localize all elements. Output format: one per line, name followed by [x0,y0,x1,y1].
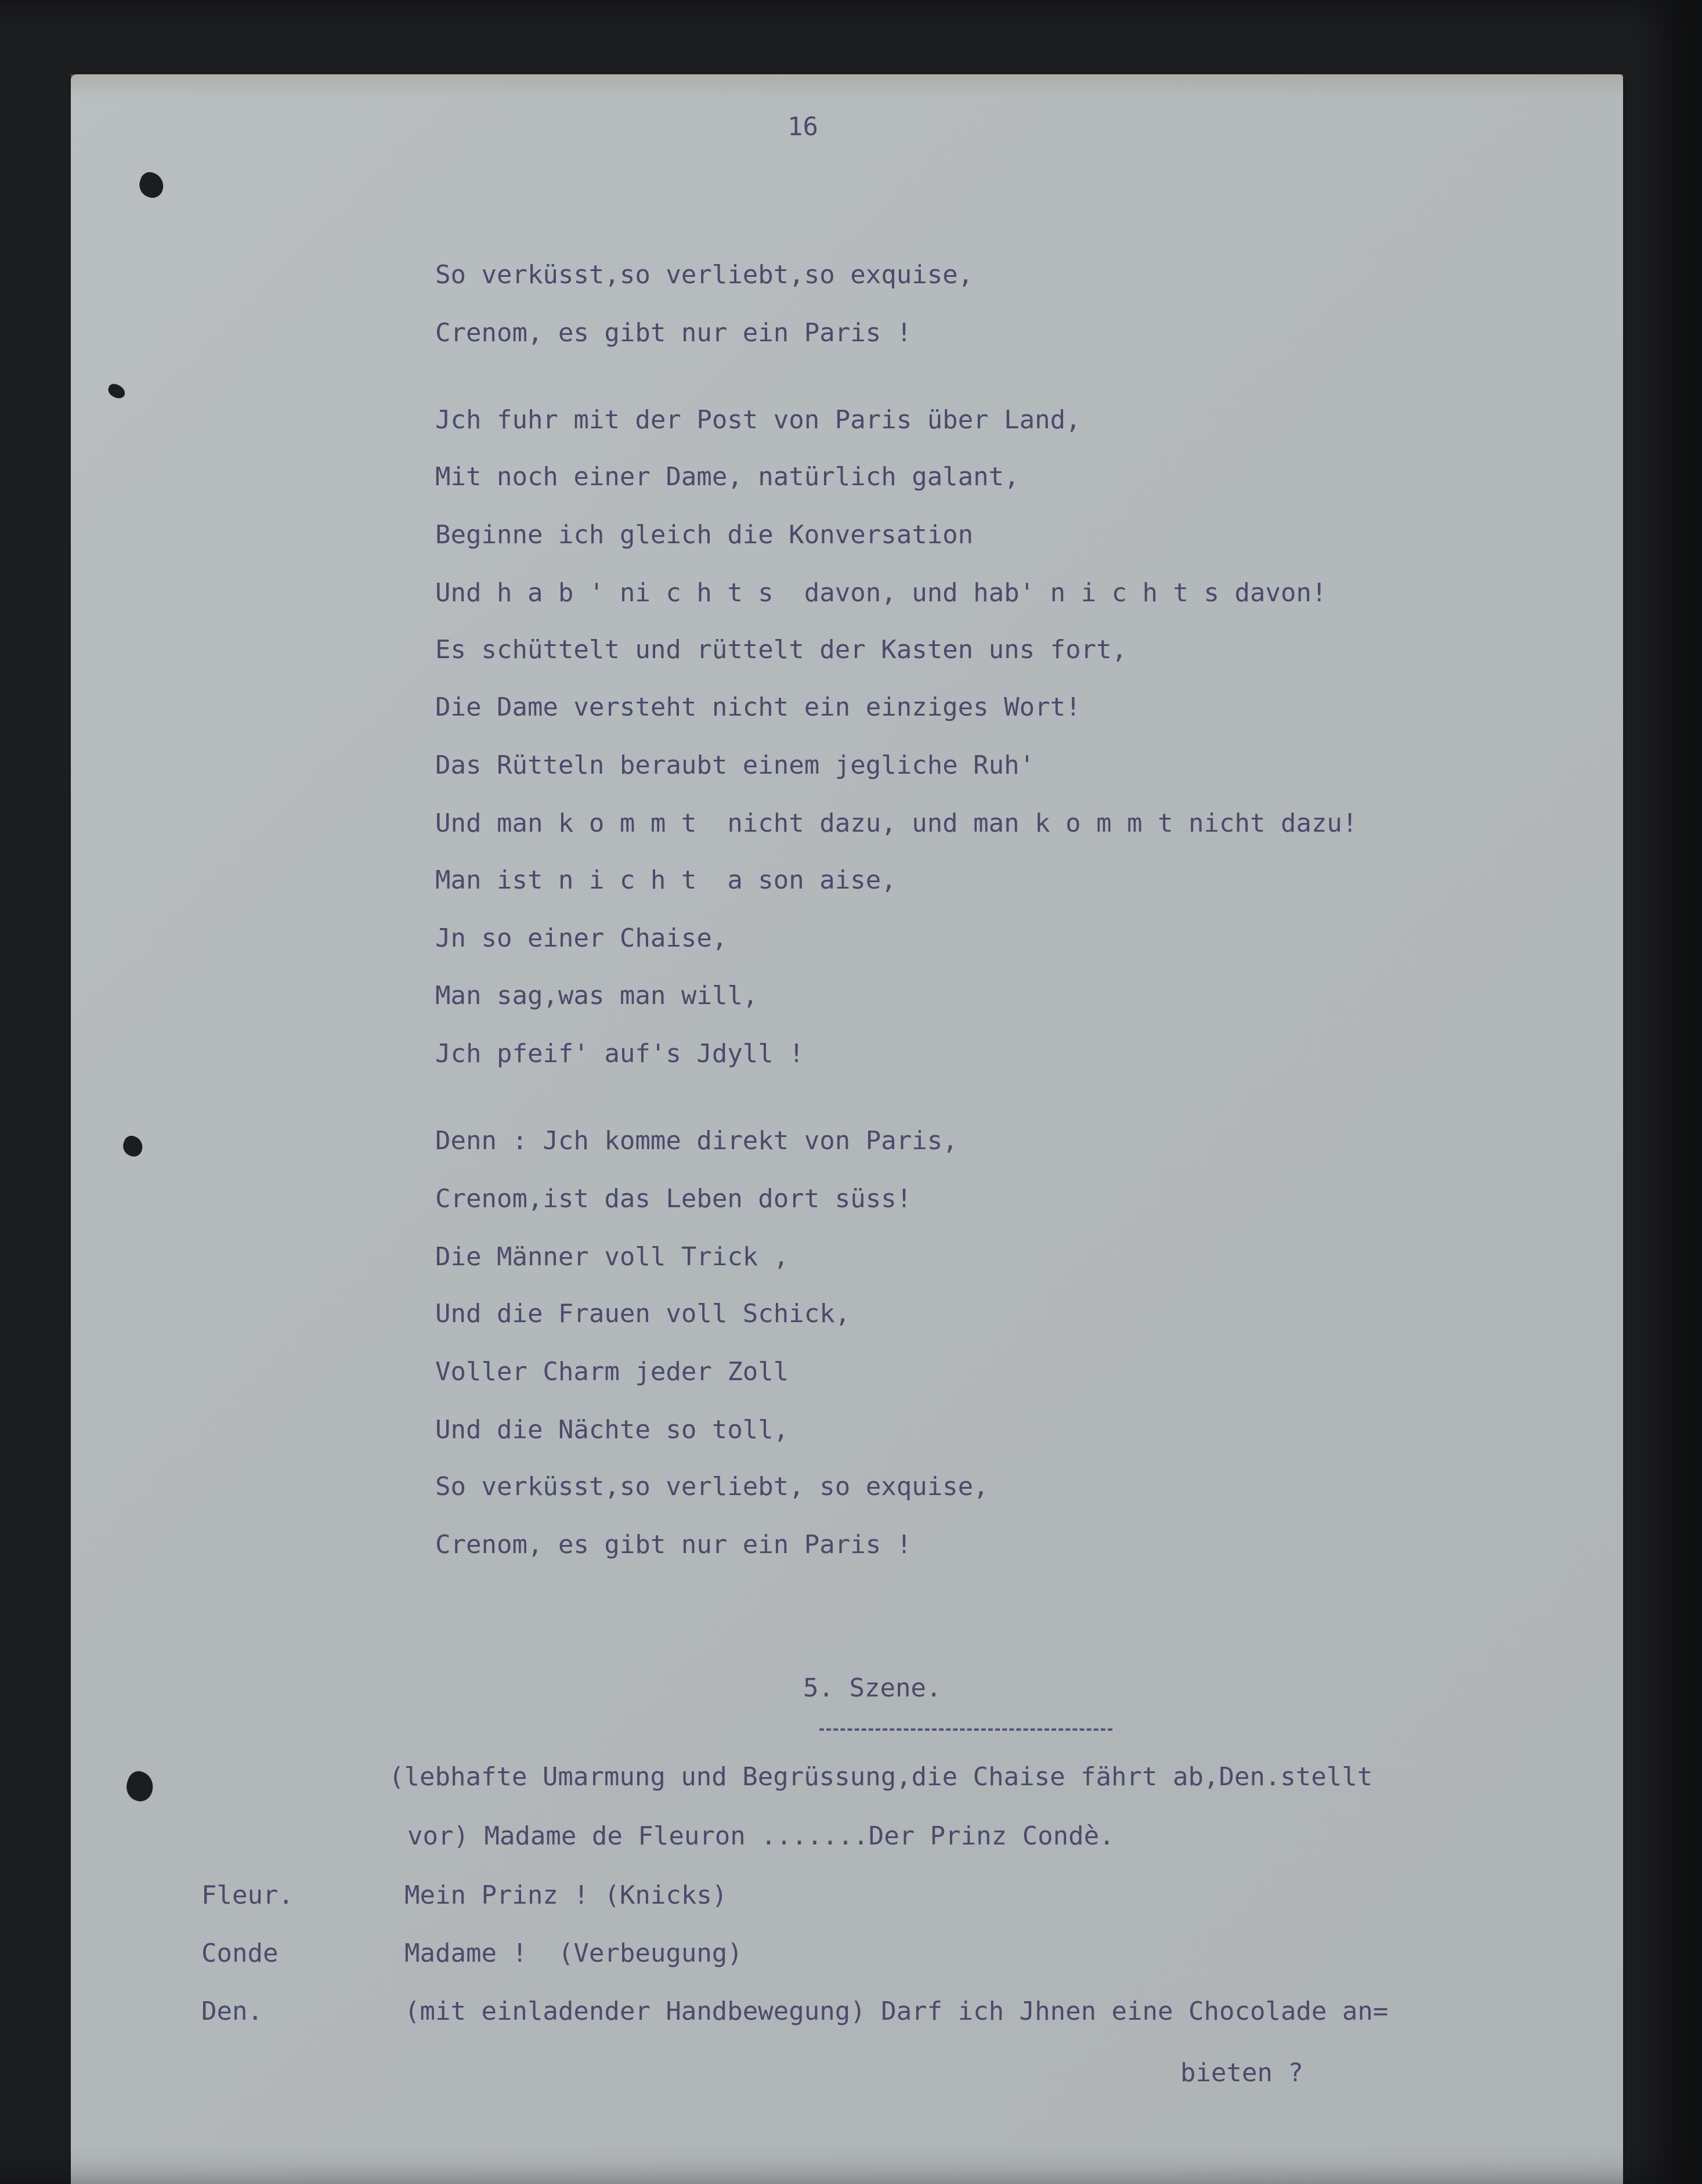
verse-line: Crenom, es gibt nur ein Paris ! [435,1530,912,1560]
verse-line: Denn : Jch komme direkt von Paris, [435,1126,958,1156]
dialogue-continuation: bieten ? [1180,2058,1303,2088]
verse-line: Mit noch einer Dame, natürlich galant, [435,462,1020,492]
verse-line: Man sag,was man will, [435,981,758,1010]
verse-line: So verküsst,so verliebt,so exquise, [435,260,974,290]
verse-line: So verküsst,so verliebt, so exquise, [435,1472,989,1501]
verse-line: Es schüttelt und rüttelt der Kasten uns fort, [435,635,1128,665]
stage-direction-line: (lebhafte Umarmung und Begrüssung,die Chaise fährt ab,Den.stellt [389,1762,1373,1792]
verse-line: Voller Charm jeder Zoll [435,1357,789,1387]
verse-line: Und die Frauen voll Schick, [435,1299,851,1329]
verse-line: Beginne ich gleich die Konversation [435,520,974,550]
scene-heading-underline [819,1728,1112,1731]
page-number: 16 [787,112,818,142]
dialogue-line: (mit einladender Handbewegung) Darf ich Jhnen eine Chocolade an= [404,1997,1389,2026]
dialogue-line: Madame ! (Verbeugung) [404,1938,743,1968]
punch-hole [120,1133,146,1159]
dialogue-line: Mein Prinz ! (Knicks) [404,1880,728,1910]
speaker-name: Conde [201,1938,279,1968]
verse-line: Und man k o m m t nicht dazu, und man k o m m t nicht dazu! [435,808,1358,838]
speaker-name: Fleur. [201,1880,294,1910]
verse-line: Die Männer voll Trick , [435,1242,789,1272]
verse-line: Jch fuhr mit der Post von Paris über Land, [435,405,1081,435]
typewritten-sheet [71,74,1623,2184]
speaker-name: Den. [201,1997,263,2026]
verse-line: Man ist n i c h t a son aise, [435,865,897,895]
verse-line: Das Rütteln beraubt einem jegliche Ruh' [435,750,1035,780]
punch-hole [122,1768,157,1805]
verse-line: Und h a b ' ni c h t s davon, und hab' n i c h t s davon! [435,578,1327,608]
stage-direction-line: vor) Madame de Fleuron .......Der Prinz Condè. [407,1821,1115,1851]
verse-line: Die Dame versteht nicht ein einziges Wort! [435,692,1081,722]
punch-hole [136,169,167,201]
verse-line: Crenom, es gibt nur ein Paris ! [435,318,912,348]
punch-hole [106,382,127,400]
verse-line: Crenom,ist das Leben dort süss! [435,1184,912,1214]
scene-heading: 5. Szene. [803,1673,942,1703]
verse-line: Und die Nächte so toll, [435,1415,789,1445]
verse-line: Jn so einer Chaise, [435,923,728,953]
verse-line: Jch pfeif' auf's Jdyll ! [435,1039,804,1068]
